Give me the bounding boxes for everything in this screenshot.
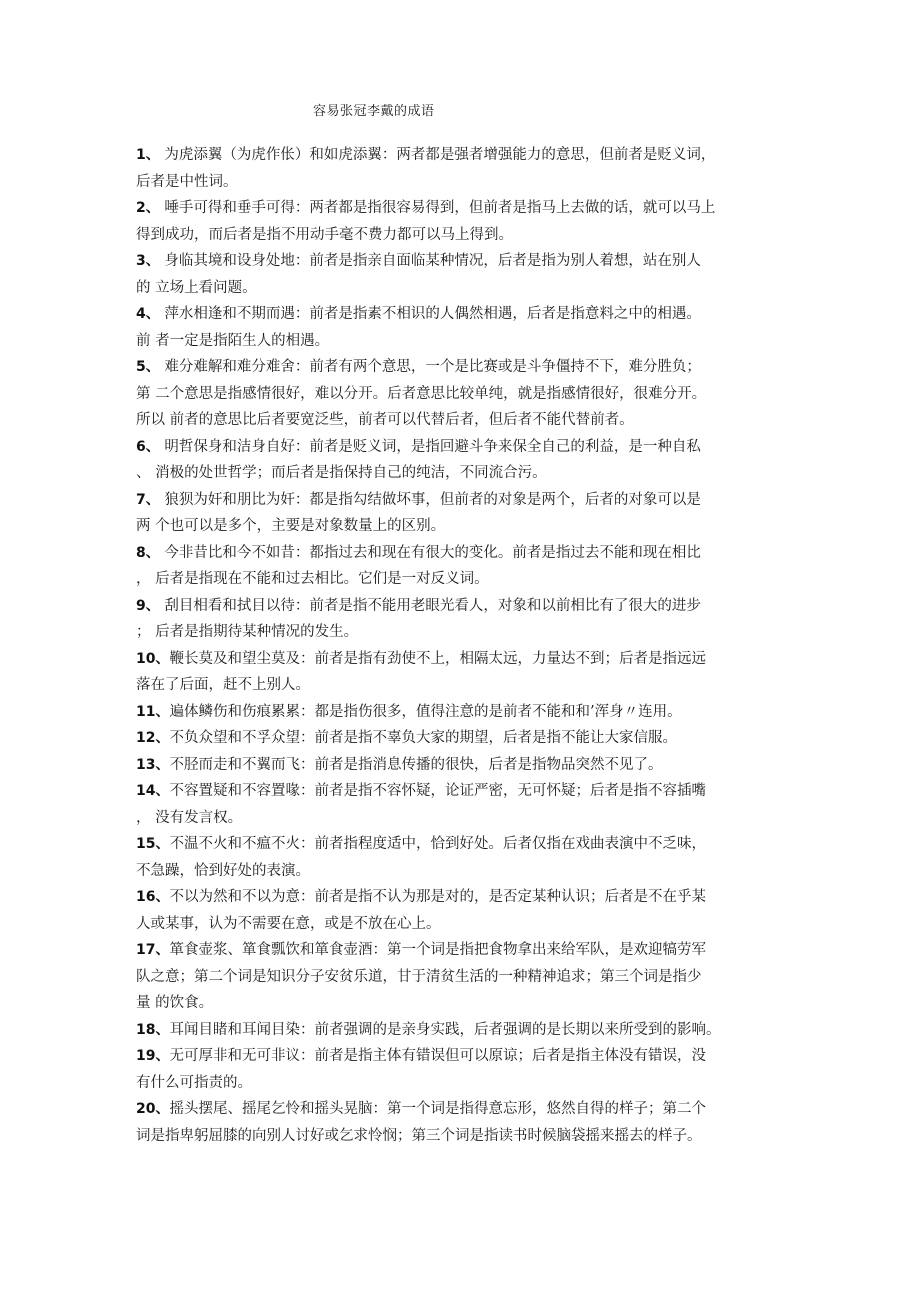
entry-number: 3、 — [136, 253, 160, 269]
idiom-entry — [136, 434, 796, 487]
entry-text: 明哲保身和洁身自好：前者是贬义词，是指回避斗争来保全自己的利益，是一种自私 — [159, 438, 701, 455]
entry-line — [136, 1070, 796, 1097]
entry-line — [136, 884, 796, 911]
idiom-entry — [136, 831, 796, 884]
idiom-entry — [136, 937, 796, 1017]
entry-text: 身临其境和设身处地：前者是指亲自面临某种情况，后者是指为别人着想，站在别人 — [159, 253, 701, 269]
entry-text: 所以 前者的意思比后者要宽泛些，前者可以代替后者，但后者不能代替前者。 — [136, 412, 634, 428]
entry-text: 量 的饮食。 — [136, 995, 214, 1011]
entry-text: 难分难解和难分难舍：前者有两个意思，一个是比赛或是斗争僵持不下，难分胜负； — [159, 359, 701, 375]
idiom-entry — [136, 725, 796, 752]
entry-number: 4、 — [136, 306, 160, 322]
idiom-entry — [136, 1096, 796, 1149]
entry-text: 萍水相逢和不期而遇：前者是指素不相识的人偶然相遇，后者是指意料之中的相遇。 — [159, 306, 701, 322]
idiom-entry — [136, 1043, 796, 1096]
entry-text: 不急躁，恰到好处的表演。 — [136, 862, 310, 879]
idiom-entry — [136, 646, 796, 699]
idiom-entry — [136, 248, 796, 301]
entry-text: 词是指卑躬屈膝的向别人讨好或乞求怜悯；第三个词是指读书时候脑袋摇来摇去的样子。 — [136, 1127, 702, 1144]
entry-line — [136, 169, 796, 196]
entry-text: ， 没有发言权。 — [136, 809, 243, 826]
entry-text: 不温不火和不瘟不火：前者指程度适中，恰到好处。后者仅指在戏曲表演中不乏味， — [169, 836, 706, 852]
entry-number: 9、 — [136, 597, 160, 614]
entry-line — [136, 1123, 796, 1150]
entry-text: 有什么可指责的。 — [136, 1074, 252, 1091]
entry-line — [136, 248, 796, 275]
entry-line — [136, 487, 796, 514]
entry-line — [136, 911, 796, 938]
entry-line — [136, 275, 796, 302]
entry-text: ； 后者是指期待某种情况的发生。 — [136, 624, 359, 640]
entry-number: 17、 — [136, 942, 170, 958]
entry-line — [136, 778, 796, 805]
entry-number: 7、 — [136, 491, 160, 508]
entry-number: 5、 — [136, 359, 160, 375]
idiom-entry — [136, 354, 796, 434]
idiom-entry — [136, 778, 796, 831]
entry-list — [136, 142, 796, 1149]
entry-line — [136, 1017, 796, 1044]
entry-line — [136, 858, 796, 885]
entry-number: 6、 — [136, 438, 160, 455]
entry-line — [136, 619, 796, 646]
entry-line — [136, 195, 796, 222]
entry-text: 人或某事，认为不需要在意，或是不放在心上。 — [136, 915, 441, 932]
entry-number: 14、 — [136, 783, 170, 799]
idiom-entry — [136, 884, 796, 937]
page-title: 容易张冠李戴的成语 — [313, 104, 435, 119]
entry-line — [136, 1043, 796, 1070]
entry-line — [136, 540, 796, 567]
entry-text: 箪食壶浆、箪食瓢饮和箪食壶酒：第一个词是指把食物拿出来给军队，是欢迎犒劳军 — [169, 942, 706, 958]
entry-text: 唾手可得和垂手可得：两者都是指很容易得到，但前者是指马上去做的话，就可以马上 — [159, 200, 716, 216]
entry-text: 狼狈为奸和朋比为奸：都是指勾结做坏事，但前者的对象是两个，后者的对象可以是 — [159, 491, 701, 508]
entry-line — [136, 381, 796, 408]
entry-text: 前 者一定是指陌生人的相遇。 — [136, 332, 330, 349]
entry-number: 18、 — [136, 1021, 170, 1038]
entry-text: 落在了后面，赶不上别人。 — [136, 677, 310, 693]
entry-line — [136, 328, 796, 355]
entry-text: 鞭长莫及和望尘莫及：前者是指有劲使不上，相隔太远，力量达不到；后者是指远远 — [169, 650, 706, 667]
entry-number: 10、 — [136, 650, 170, 667]
entry-line — [136, 1096, 796, 1123]
entry-line — [136, 142, 796, 169]
entry-line — [136, 699, 796, 726]
idiom-entry — [136, 593, 796, 646]
entry-number: 11、 — [136, 703, 170, 720]
entry-line — [136, 566, 796, 593]
entry-text: 不以为然和不以为意：前者是指不认为那是对的，是否定某种认识；后者是不在乎某 — [169, 889, 706, 905]
entry-text: 今非昔比和今不如昔：都指过去和现在有很大的变化。前者是指过去不能和现在相比 — [159, 544, 701, 561]
entry-line — [136, 434, 796, 461]
entry-text: 后者是中性词。 — [136, 173, 238, 190]
entry-text: 的 立场上看问题。 — [136, 279, 257, 296]
entry-line — [136, 407, 796, 434]
entry-text: ， 后者是指现在不能和过去相比。它们是一对反义词。 — [136, 571, 489, 587]
entry-number: 12、 — [136, 730, 170, 746]
entry-text: 、 消极的处世哲学；而后者是指保持自己的纯洁，不同流合污。 — [136, 465, 547, 481]
entry-text: 不胫而走和不翼而飞：前者是指消息传播的很快，后者是指物品突然不见了。 — [169, 756, 663, 773]
entry-number: 13、 — [136, 756, 170, 773]
entry-text: 刮目相看和拭目以待：前者是指不能用老眼光看人，对象和以前相比有了很大的进步 — [159, 597, 701, 614]
entry-line — [136, 646, 796, 673]
entry-line — [136, 460, 796, 487]
entry-line — [136, 964, 796, 991]
idiom-entry — [136, 752, 796, 779]
entry-text: 遍体鳞伤和伤痕累累：都是指伤很多，值得注意的是前者不能和和’浑身〃连用。 — [169, 703, 682, 720]
entry-text: 为虎添翼（为虎作伥）和如虎添翼：两者都是强者增强能力的意思，但前者是贬义词， — [159, 147, 716, 163]
entry-text: 得到成功，而后者是指不用动手毫不费力都可以马上得到。 — [136, 226, 513, 243]
entry-line — [136, 513, 796, 540]
entry-number: 8、 — [136, 544, 160, 561]
entry-line — [136, 725, 796, 752]
idiom-entry — [136, 142, 796, 195]
entry-text: 摇头摆尾、摇尾乞怜和摇头晃脑：第一个词是指得意忘形，悠然自得的样子；第二个 — [169, 1101, 706, 1117]
entry-number: 19、 — [136, 1048, 170, 1064]
idiom-entry — [136, 301, 796, 354]
entry-line — [136, 222, 796, 249]
entry-line — [136, 937, 796, 964]
entry-line — [136, 752, 796, 779]
entry-line — [136, 990, 796, 1017]
entry-line — [136, 301, 796, 328]
entry-line — [136, 805, 796, 832]
idiom-entry — [136, 1017, 796, 1044]
idiom-entry — [136, 540, 796, 593]
entry-line — [136, 593, 796, 620]
entry-number: 2、 — [136, 200, 160, 216]
entry-text: 第 二个意思是指感情很好，难以分开。后者意思比较单纯，就是指感情很好，很难分开。 — [136, 385, 707, 402]
entry-text: 队之意；第二个词是知识分子安贫乐道，甘于清贫生活的一种精神追求；第三个词是指少 — [136, 968, 702, 985]
entry-number: 16、 — [136, 889, 170, 905]
entry-text: 不容置疑和不容置喙：前者是指不容怀疑，论证严密，无可怀疑；后者是指不容插嘴 — [169, 783, 706, 799]
entry-text: 耳闻目睹和耳闻目染：前者强调的是亲身实践，后者强调的是长期以来所受到的影响。 — [169, 1021, 721, 1038]
entry-text: 不负众望和不孚众望：前者是指不辜负大家的期望，后者是指不能让大家信服。 — [169, 730, 677, 746]
idiom-entry — [136, 699, 796, 726]
idiom-entry — [136, 487, 796, 540]
entry-line — [136, 354, 796, 381]
entry-text: 无可厚非和无可非议：前者是指主体有错误但可以原谅；后者是指主体没有错误，没 — [169, 1048, 706, 1064]
idiom-entry — [136, 195, 796, 248]
entry-line — [136, 831, 796, 858]
entry-number: 15、 — [136, 836, 170, 852]
entry-number: 1、 — [136, 147, 160, 163]
entry-text: 两 个也可以是多个，主要是对象数量上的区别。 — [136, 518, 446, 534]
entry-line — [136, 672, 796, 699]
entry-number: 20、 — [136, 1101, 170, 1117]
